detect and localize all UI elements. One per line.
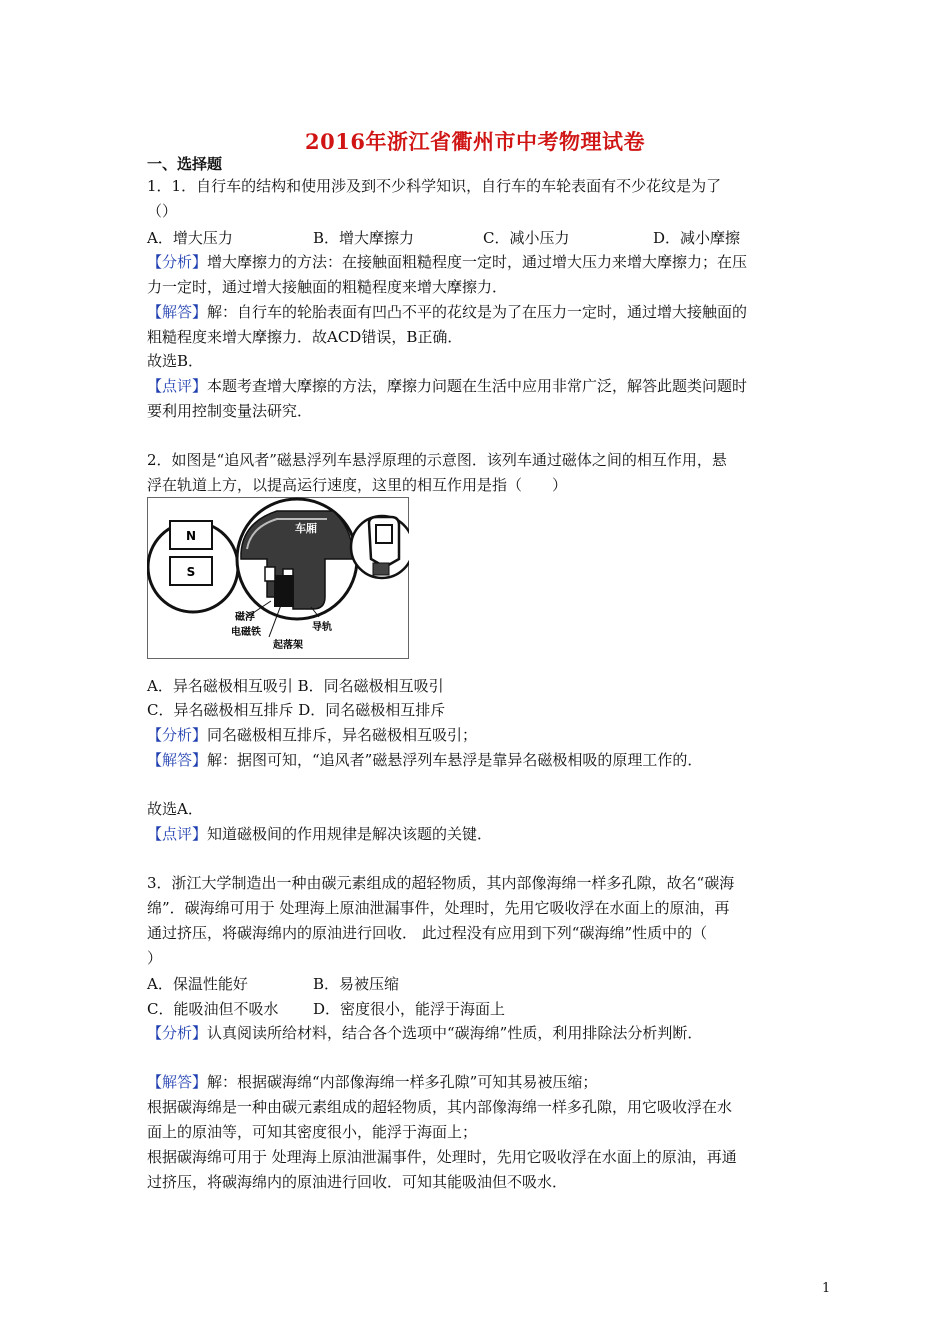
car-label: 车厢: [295, 522, 317, 535]
q2-options-cd: C．异名磁极相互排斥 D．同名磁极相互排斥: [147, 701, 446, 719]
comment-tag: 【点评】: [147, 825, 208, 843]
q1-option-d: D．减小摩擦: [653, 229, 741, 247]
q2-analysis-line1: [147, 725, 477, 745]
q1-comment-line2: 要利用控制变量法研究．: [147, 402, 313, 420]
q3-option-c: C．能吸油但不吸水: [147, 1000, 279, 1018]
section-heading: 一、选择题: [147, 155, 223, 173]
q3-stem-line4: ）: [147, 949, 163, 967]
maglev-magnet-label-1: 磁浮: [235, 612, 255, 623]
maglev-diagram: [147, 497, 409, 659]
q1-comment-line1: [147, 376, 747, 396]
q1-answer-line1: [147, 302, 747, 322]
answer-tag: 【解答】: [147, 303, 208, 321]
page-title: 2016年浙江省衢州市中考物理试卷: [305, 129, 645, 154]
q1-stem-line1: 1．1．自行车的结构和使用涉及到不少科学知识，自行车的车轮表面有不少花纹是为了: [147, 177, 722, 195]
q2-options-ab: A．异名磁极相互吸引 B．同名磁极相互吸引: [147, 677, 444, 695]
q3-option-a: A．保温性能好: [147, 975, 248, 993]
analysis-tag: 【分析】: [147, 253, 208, 271]
q1-option-c: C．减小压力: [483, 229, 570, 247]
page-number: 1: [822, 1281, 831, 1296]
q3-answer-line1: [147, 1072, 597, 1092]
q2-analysis-text1: 同名磁极相互排斥，异名磁极相互吸引；: [207, 726, 478, 744]
guide-rail-label: 导轨: [312, 622, 332, 633]
q1-stem-line2: （）: [147, 202, 178, 220]
south-pole-label: S: [186, 565, 196, 579]
q1-comment-text1: 本题考查增大摩擦的方法，摩擦力问题在生活中应用非常广泛，解答此题类问题时: [207, 377, 748, 395]
q3-answer-line4: 根据碳海绵可用于 处理海上原油泄漏事件，处理时，先用它吸收浮在水面上的原油，再通: [147, 1148, 737, 1166]
q1-answer-line2: 粗糙程度来增大摩擦力．故ACD错误，B正确．: [147, 328, 463, 346]
q1-option-b: B．增大摩擦力: [313, 229, 415, 247]
q1-analysis-text1: 增大摩擦力的方法：在接触面粗糙程度一定时，通过增大压力来增大摩擦力；在压: [207, 253, 748, 271]
q3-answer-line5: 过挤压，将碳海绵内的原油进行回收．可知其能吸油但不吸水．: [147, 1173, 568, 1191]
q1-choice: 故选B．: [147, 352, 204, 370]
q2-comment-line1: [147, 824, 492, 844]
answer-tag: 【解答】: [147, 1073, 208, 1091]
q3-option-b: B．易被压缩: [313, 975, 400, 993]
q2-stem-line1: 2．如图是“追风者”磁悬浮列车悬浮原理的示意图．该列车通过磁体之间的相互作用，悬: [147, 451, 727, 469]
q2-answer-text1: 解：据图可知，“追风者”磁悬浮列车悬浮是靠异名磁极相吸的原理工作的．: [207, 751, 703, 769]
landing-frame-label: 起落架: [273, 640, 303, 651]
q3-option-d: D．密度很小，能浮于海面上: [313, 1000, 506, 1018]
q1-analysis-line1: [147, 252, 747, 272]
q1-answer-text1: 解：自行车的轮胎表面有凹凸不平的花纹是为了在压力一定时，通过增大接触面的: [207, 303, 748, 321]
answer-tag: 【解答】: [147, 751, 208, 769]
q3-stem-line1: 3．浙江大学制造出一种由碳元素组成的超轻物质，其内部像海绵一样多孔隙，故名“碳海: [147, 874, 735, 892]
north-pole-label: N: [185, 529, 197, 543]
maglev-magnet-label-2: 电磁铁: [231, 627, 261, 638]
q3-stem-line3: 通过挤压，将碳海绵内的原油进行回收． 此过程没有应用到下列“碳海绵”性质中的（: [147, 924, 708, 942]
q2-stem-line2: 浮在轨道上方，以提高运行速度，这里的相互作用是指（ ）: [147, 476, 568, 494]
analysis-tag: 【分析】: [147, 726, 208, 744]
q2-comment-text1: 知道磁极间的作用规律是解决该题的关键．: [207, 825, 493, 843]
q3-analysis-line1: [147, 1023, 702, 1043]
q2-choice: 故选A．: [147, 800, 203, 818]
q1-option-a: A．增大压力: [147, 229, 233, 247]
analysis-tag: 【分析】: [147, 1024, 208, 1042]
q3-answer-line3: 面上的原油等，可知其密度很小，能浮于海面上；: [147, 1123, 478, 1141]
q2-answer-line1: [147, 750, 702, 770]
q3-stem-line2: 绵”．碳海绵可用于 处理海上原油泄漏事件，处理时，先用它吸收浮在水面上的原油，再: [147, 899, 730, 917]
comment-tag: 【点评】: [147, 377, 208, 395]
q3-analysis-text1: 认真阅读所给材料，结合各个选项中“碳海绵”性质，利用排除法分析判断．: [207, 1024, 703, 1042]
q3-answer-line2: 根据碳海绵是一种由碳元素组成的超轻物质，其内部像海绵一样多孔隙，用它吸收浮在水: [147, 1098, 733, 1116]
q3-answer-text1: 解：根据碳海绵“内部像海绵一样多孔隙”可知其易被压缩；: [207, 1073, 598, 1091]
q1-analysis-line2: 力一定时，通过增大接触面的粗糙程度来增大摩擦力．: [147, 278, 508, 296]
